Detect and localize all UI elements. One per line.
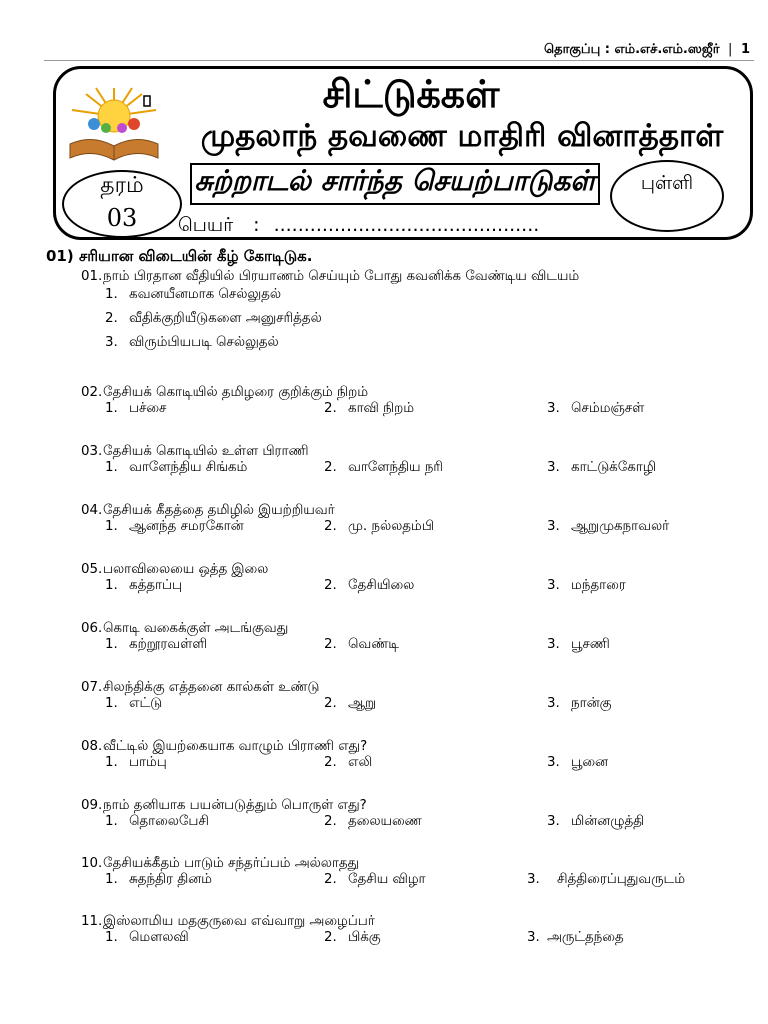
page-number: 1 [740,42,750,57]
sittukkal-logo [66,86,162,168]
option-2[interactable]: 2. பிக்கு [324,930,381,945]
option-1[interactable]: 1. பாம்பு [105,755,167,770]
option-1[interactable]: 1. தொலைபேசி [105,814,209,829]
question-number: 08. [81,739,103,754]
option-2[interactable]: 2. வீதிக்குறியீடுகளை அனுசரித்தல் [105,311,322,326]
question-number: 02. [81,385,103,400]
question-text: இஸ்லாமிய மதகுருவை எவ்வாறு அழைப்பர் [103,914,375,929]
question-11 [81,914,741,950]
option-3[interactable]: 3. பூனை [547,755,608,770]
section-title: 01) சரியான விடையின் கீழ் கோடிடுக. [46,247,313,265]
option-1[interactable]: 1. எட்டு [105,696,163,711]
question-number: 09. [81,798,103,813]
option-2[interactable]: 2. மு. நல்லதம்பி [324,519,434,534]
question-06 [81,621,741,657]
option-3[interactable]: 3. சித்திரைப்புதுவருடம் [527,872,685,887]
option-3[interactable]: 3. பூசணி [547,637,610,652]
question-text: தேசியக்கீதம் பாடும் சந்தர்ப்பம் அல்லாதது [103,856,360,871]
option-3[interactable]: 3. அருட்தந்தை [527,930,624,945]
option-1[interactable]: 1. மௌலவி [105,930,189,945]
question-text: தேசியக் கொடியில் உள்ள பிராணி [103,444,309,459]
name-label: பெயர் [178,214,234,236]
option-2[interactable]: 2. தலையணை [324,814,422,829]
name-field[interactable] [178,214,539,239]
option-3[interactable]: 3. மந்தாரை [547,578,626,593]
option-3[interactable]: 3. மின்னழுத்தி [547,814,645,829]
option-3[interactable]: 3. காட்டுக்கோழி [547,460,656,475]
question-text: தேசியக் கீதத்தை தமிழில் இயற்றியவர் [103,503,335,518]
question-number: 10. [81,856,103,871]
question-text: கொடி வகைக்குள் அடங்குவது [103,621,289,636]
option-1[interactable]: 1. பச்சை [105,401,167,416]
question-text: நாம் தனியாக பயன்படுத்தும் பொருள் எது? [103,798,367,813]
option-2[interactable]: 2. காவி நிறம் [324,401,415,416]
question-number: 03. [81,444,103,459]
name-dots: ............................................ [273,214,540,236]
question-number: 04. [81,503,103,518]
score-label: புள்ளி [640,172,694,194]
question-03 [81,444,741,480]
question-01 [81,269,741,351]
option-2[interactable]: 2. தேசியிலை [324,578,415,593]
compiler-text: தொகுப்பு : எம்.எச்.எம்.ஸஜீர் [544,42,720,57]
name-colon: : [253,214,260,236]
option-1[interactable]: 1. சுதந்திர தினம் [105,872,212,887]
grade-value: 03 [106,204,138,232]
header-separator: | [728,42,733,57]
question-text: சிலந்திக்கு எத்தனை கால்கள் உண்டு [103,680,320,695]
option-1[interactable]: 1. வாளேந்திய சிங்கம் [105,460,248,475]
subject-title: சுற்றாடல் சார்ந்த செயற்பாடுகள் [194,164,596,197]
question-text: பலாவிலையை ஒத்த இலை [103,562,269,577]
grade-label: தரம் [100,173,144,198]
question-08 [81,739,741,775]
question-text: தேசியக் கொடியில் தமிழரை குறிக்கும் நிறம் [103,385,369,400]
question-text-row [81,269,741,285]
option-1[interactable]: 1. ஆனந்த சமரகோன் [105,519,244,534]
question-number: 11. [81,914,103,929]
header-rule [44,60,754,61]
question-09 [81,798,741,834]
option-2[interactable]: 2. எலி [324,755,373,770]
question-number: 07. [81,680,103,695]
question-number: 01. [81,269,103,284]
question-10 [81,856,741,892]
option-2[interactable]: 2. வாளேந்திய நரி [324,460,443,475]
question-02 [81,385,741,421]
option-2[interactable]: 2. தேசிய விழா [324,872,426,887]
option-2[interactable]: 2. வெண்டி [324,637,399,652]
option-1[interactable]: 1. கவனயீனமாக செல்லுதல் [105,287,282,302]
option-3[interactable]: 3. ஆறுமுகநாவலர் [547,519,670,534]
question-07 [81,680,741,716]
compiler-credit [544,42,750,58]
option-1[interactable]: 1. கற்றூரவள்ளி [105,637,208,652]
option-3[interactable]: 3. விரும்பியபடி செல்லுதல் [105,335,279,350]
option-2[interactable]: 2. ஆறு [324,696,377,711]
exam-title: முதலாந் தவணை மாதிரி வினாத்தாள் [200,118,724,154]
question-05 [81,562,741,598]
question-text: வீட்டில் இயற்கையாக வாழும் பிராணி எது? [103,739,368,754]
series-title: சிட்டுக்கள் [322,72,500,116]
question-number: 05. [81,562,103,577]
option-1[interactable]: 1. கத்தாப்பு [105,578,182,593]
question-number: 06. [81,621,103,636]
option-3[interactable]: 3. நான்கு [547,696,612,711]
option-3[interactable]: 3. செம்மஞ்சள் [547,401,645,416]
question-04 [81,503,741,539]
question-text: நாம் பிரதான வீதியில் பிரயாணம் செய்யும் போது கவனிக்க வேண்டிய விடயம் [103,269,580,284]
